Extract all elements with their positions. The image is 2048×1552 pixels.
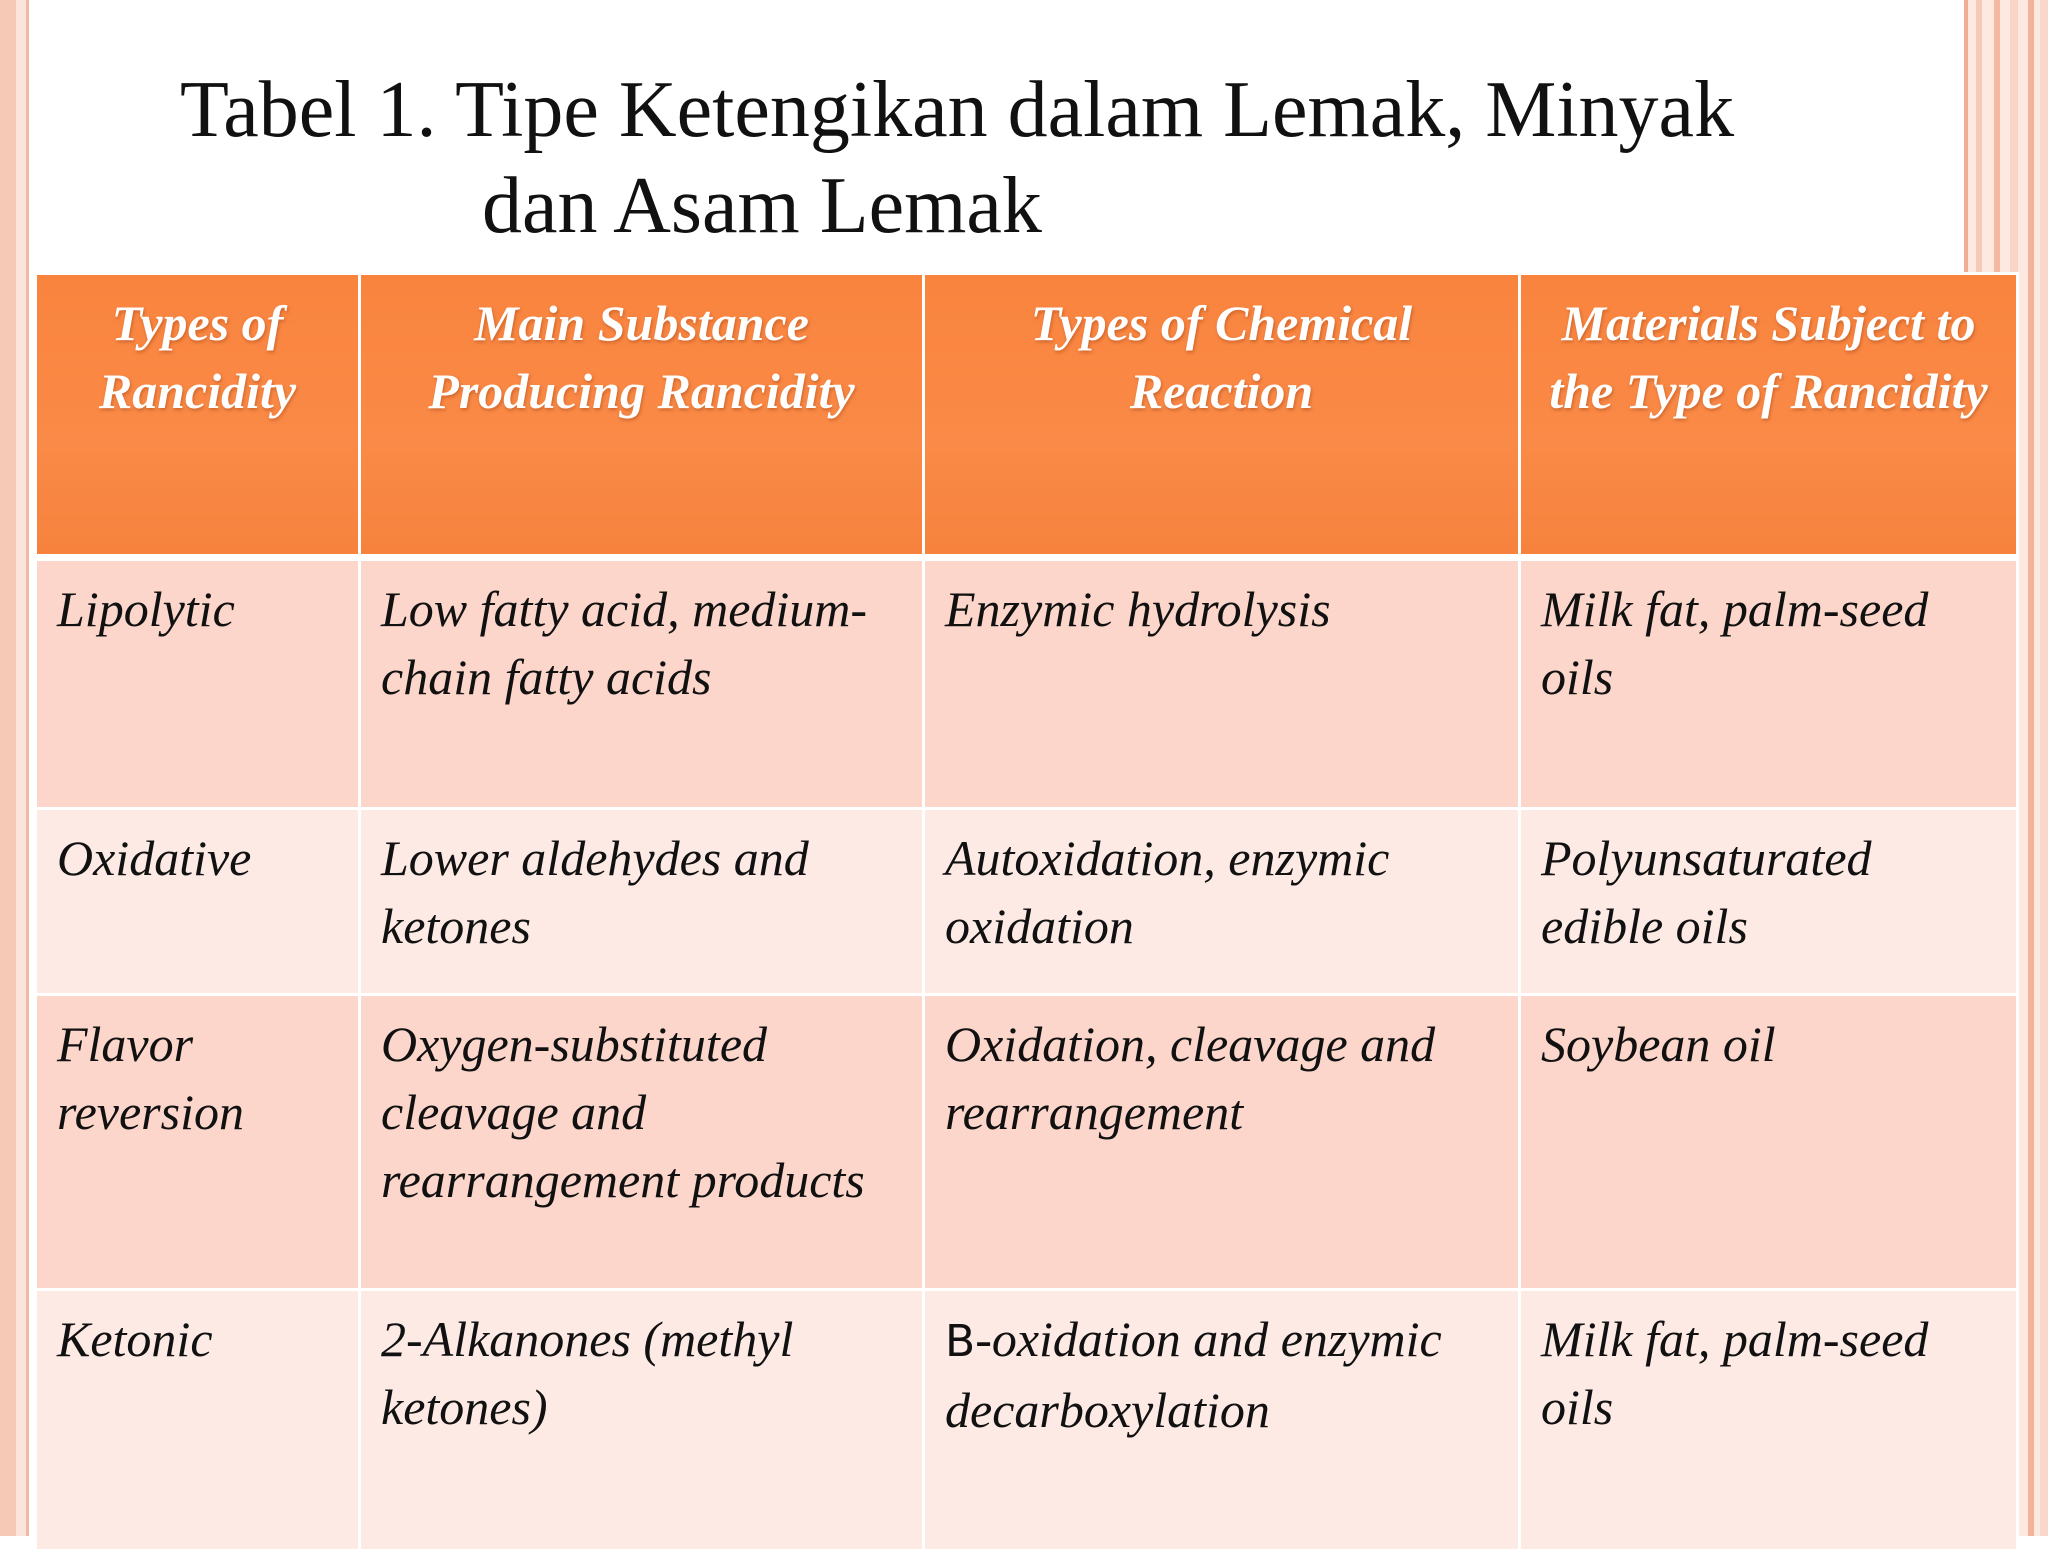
table-row xyxy=(36,1290,2018,1551)
cell-type: Oxidative xyxy=(36,809,360,995)
header-chemical-reaction: Types of Chemical Reaction xyxy=(924,274,1520,558)
cell-materials: Milk fat, palm-seed oils xyxy=(1520,558,2018,809)
cell-reaction xyxy=(924,1290,1520,1551)
cell-substance: Lower aldehydes and ketones xyxy=(360,809,924,995)
cell-substance: Low fatty acid, medium-chain fatty acids xyxy=(360,558,924,809)
cell-type: Lipolytic xyxy=(36,558,360,809)
table-row xyxy=(36,995,2018,1290)
slide-title xyxy=(180,62,1780,254)
beta-symbol: B xyxy=(945,1316,976,1367)
left-frame-border xyxy=(0,0,16,1536)
cell-substance: 2-Alkanones (methyl ketones) xyxy=(360,1290,924,1551)
cell-substance: Oxygen-substituted cleavage and rearrangement products xyxy=(360,995,924,1290)
cell-reaction: Oxidation, cleavage and rearrangement xyxy=(924,995,1520,1290)
title-line-1: Tabel 1. Tipe Ketengikan dalam Lemak, Minyak xyxy=(180,66,1735,154)
cell-materials: Polyunsaturated edible oils xyxy=(1520,809,2018,995)
stripe-6 xyxy=(2040,0,2048,1536)
table-row xyxy=(36,558,2018,809)
table-row xyxy=(36,809,2018,995)
cell-reaction-text: -oxidation and enzymic decarboxylation xyxy=(945,1311,1442,1438)
cell-materials: Soybean oil xyxy=(1520,995,2018,1290)
header-materials-subject: Materials Subject to the Type of Rancidity xyxy=(1520,274,2018,558)
cell-materials: Milk fat, palm-seed oils xyxy=(1520,1290,2018,1551)
cell-type: Ketonic xyxy=(36,1290,360,1551)
table-header-row xyxy=(36,274,2018,558)
cell-reaction: Autoxidation, enzymic oxidation xyxy=(924,809,1520,995)
cell-reaction: Enzymic hydrolysis xyxy=(924,558,1520,809)
header-types-of-rancidity: Types of Rancidity xyxy=(36,274,360,558)
title-line-2: dan Asam Lemak xyxy=(482,162,1042,250)
header-main-substance: Main Substance Producing Rancidity xyxy=(360,274,924,558)
stripe-5 xyxy=(2028,0,2034,1536)
left-frame-inner xyxy=(16,0,26,1536)
rancidity-table xyxy=(34,272,2019,1552)
left-frame-line xyxy=(26,0,29,1536)
cell-type: Flavor reversion xyxy=(36,995,360,1290)
